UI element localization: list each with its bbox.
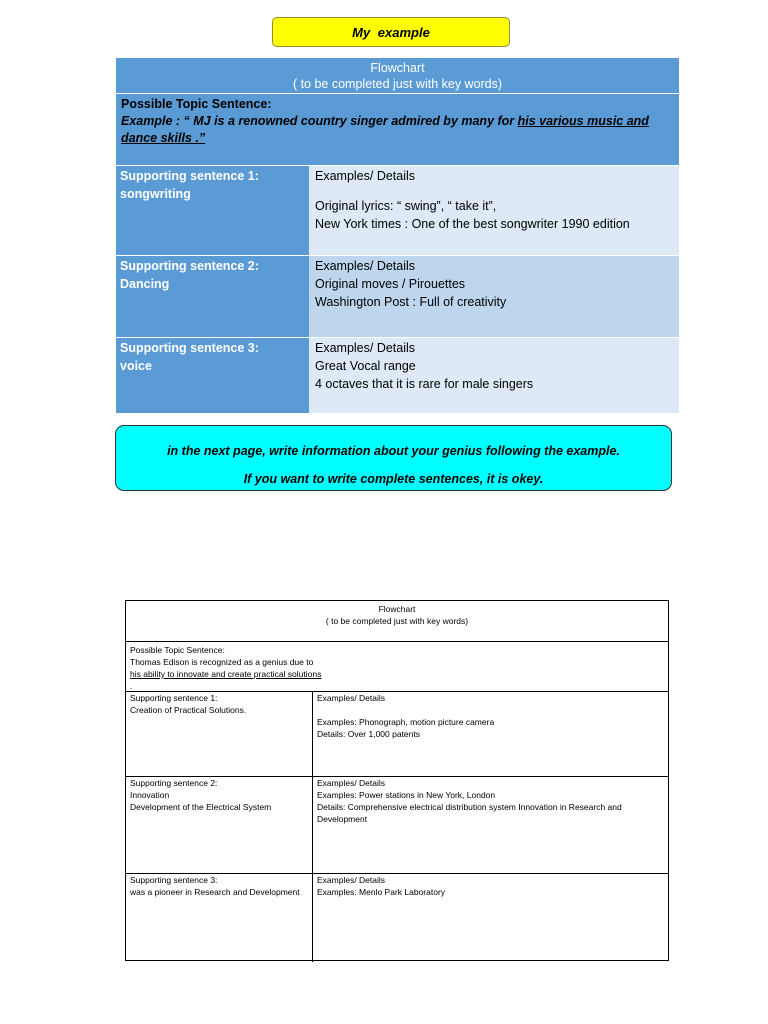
details-cell	[309, 256, 679, 337]
table-row	[126, 692, 668, 777]
topic-label: Possible Topic Sentence:	[130, 645, 225, 655]
table-row	[116, 256, 679, 338]
topic-sentence-cell	[126, 642, 668, 692]
supporting-sentence-cell	[126, 692, 313, 776]
details-title: Examples/ Details	[317, 875, 386, 885]
detail-line: Examples: Menlo Park Laboratory	[317, 887, 446, 897]
topic-underlined: his ability to innovate and create practical solutions	[130, 669, 322, 679]
detail-line: Washington Post : Full of creativity	[315, 295, 507, 309]
table-subtitle: ( to be completed just with key words)	[325, 616, 469, 626]
details-title: Examples/ Details	[317, 778, 386, 788]
details-cell	[313, 692, 668, 776]
table-title: Flowchart	[370, 61, 425, 75]
table-header	[116, 58, 679, 94]
supporting-topic: Innovation	[130, 790, 170, 800]
topic-sentence	[130, 656, 664, 692]
details-cell	[313, 777, 668, 873]
detail-line: New York times : One of the best songwriter 1990 edition	[315, 217, 630, 231]
details-cell	[309, 166, 679, 255]
supporting-sentence-cell	[126, 777, 313, 873]
topic-example-text: Example : “ MJ is a renowned country singer admired by many for	[121, 114, 518, 128]
table-row	[116, 338, 679, 413]
answer-flowchart-table	[125, 600, 669, 961]
topic-example-underlined: his various music and dance skills .”	[121, 114, 649, 145]
table-header	[126, 601, 668, 642]
table-title: Flowchart	[378, 604, 416, 614]
topic-text: Thomas Edison is recognized as a genius due to	[130, 657, 314, 667]
detail-line: Great Vocal range	[315, 359, 416, 373]
supporting-label: Supporting sentence 1:	[130, 693, 218, 703]
details-title: Examples/ Details	[315, 341, 416, 355]
instruction-line: If you want to write complete sentences, it is okey.	[243, 472, 544, 486]
table-row	[126, 777, 668, 874]
supporting-label: Supporting sentence 3:	[120, 341, 259, 355]
supporting-topic: was a pioneer in Research and Development	[130, 887, 300, 897]
supporting-topic: Creation of Practical Solutions.	[130, 705, 247, 715]
supporting-label: Supporting sentence 2:	[120, 259, 259, 273]
supporting-sentence-cell	[126, 874, 313, 962]
page-title: My example	[352, 24, 430, 40]
detail-line: Examples: Phonograph, motion picture camera	[317, 717, 495, 727]
details-title: Examples/ Details	[317, 693, 386, 703]
supporting-topic: songwriting	[120, 187, 191, 201]
details-cell	[309, 338, 679, 413]
table-row	[116, 166, 679, 256]
detail-line: Original moves / Pirouettes	[315, 277, 466, 291]
supporting-label: Supporting sentence 2:	[130, 778, 218, 788]
supporting-topic: Dancing	[120, 277, 170, 291]
details-title: Examples/ Details	[315, 169, 416, 183]
detail-line: Details: Over 1,000 patents	[317, 729, 421, 739]
table-row	[126, 874, 668, 962]
detail-line: Examples: Power stations in New York, London	[317, 790, 496, 800]
supporting-label: Supporting sentence 1:	[120, 169, 259, 183]
example-title-box	[272, 17, 510, 47]
supporting-sentence-cell	[116, 166, 309, 255]
supporting-sentence-cell	[116, 256, 309, 337]
details-cell	[313, 874, 668, 962]
detail-line: Original lyrics: “ swing”, “ take it”,	[315, 199, 497, 213]
supporting-label: Supporting sentence 3:	[130, 875, 218, 885]
topic-example	[121, 114, 649, 145]
instruction-note	[115, 425, 672, 491]
table-subtitle: ( to be completed just with key words)	[292, 77, 503, 91]
supporting-sentence-cell	[116, 338, 309, 413]
example-flowchart-table	[116, 58, 679, 413]
topic-sentence-cell	[116, 94, 679, 166]
instruction-line: in the next page, write information about your genius following the example.	[167, 444, 620, 458]
supporting-topic: voice	[120, 359, 152, 373]
detail-line: Details: Comprehensive electrical distribution system Innovation in Research and Development	[317, 802, 622, 824]
topic-label: Possible Topic Sentence:	[121, 97, 272, 111]
topic-suffix: .	[130, 681, 133, 691]
details-title: Examples/ Details	[315, 259, 416, 273]
supporting-topic: Development of the Electrical System	[130, 802, 272, 812]
detail-line: 4 octaves that it is rare for male singers	[315, 377, 534, 391]
